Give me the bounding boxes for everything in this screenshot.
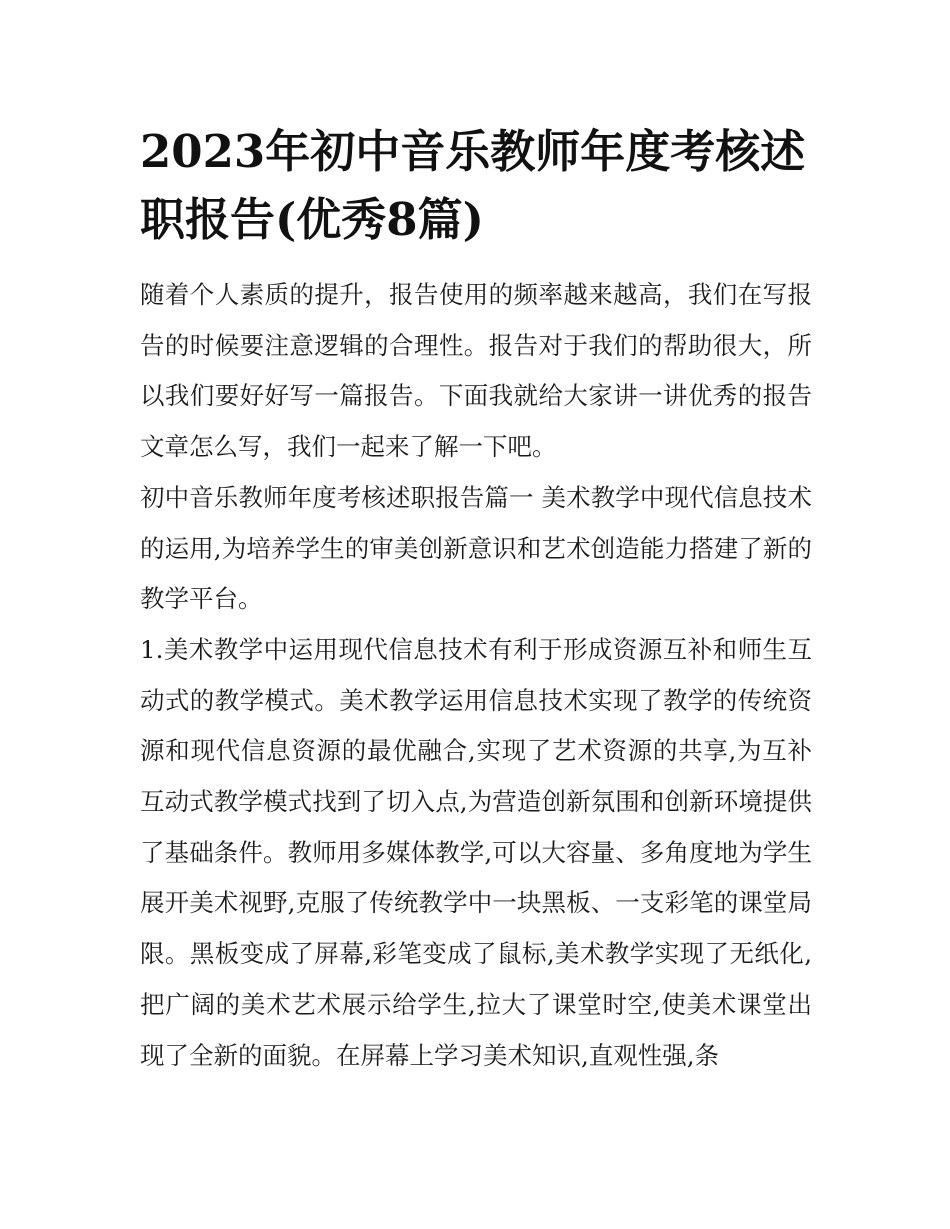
section-one-paragraph: 初中音乐教师年度考核述职报告篇一 美术教学中现代信息技术的运用,为培养学生的审美创新意识和艺术创造能力搭建了新的教学平台。 (140, 482, 812, 614)
point-one-paragraph: 1.美术教学中运用现代信息技术有利于形成资源互补和师生互动式的教学模式。美术教学运用信息技术实现了教学的传统资源和现代信息资源的最优融合,实现了艺术资源的共享,为互补互动式教学模式找到了切入点,为营造创新氛围和创新环境提供了基础条件。教师用多媒体教学,可以大容量、多角度地为学生展开美术视野,克服了传统教学中一块黑板、一支彩笔的课堂局限。黑板变成了屏幕,彩笔变成了鼠标,美术教学实现了无纸化,把广阔的美术艺术展示给学生,拉大了课堂时空,使美术课堂出现了全新的面貌。在屏幕上学习美术知识,直观性强,条 (140, 634, 812, 1070)
document-page (140, 118, 812, 1081)
document-title: 2023年初中音乐教师年度考核述职报告(优秀8篇) (140, 125, 806, 246)
intro-paragraph: 随着个人素质的提升，报告使用的频率越来越高，我们在写报告的时候要注意逻辑的合理性。报告对于我们的帮助很大，所以我们要好好写一篇报告。下面我就给大家讲一讲优秀的报告文章怎么写，我们一起来了解一下吧。 (140, 280, 812, 462)
